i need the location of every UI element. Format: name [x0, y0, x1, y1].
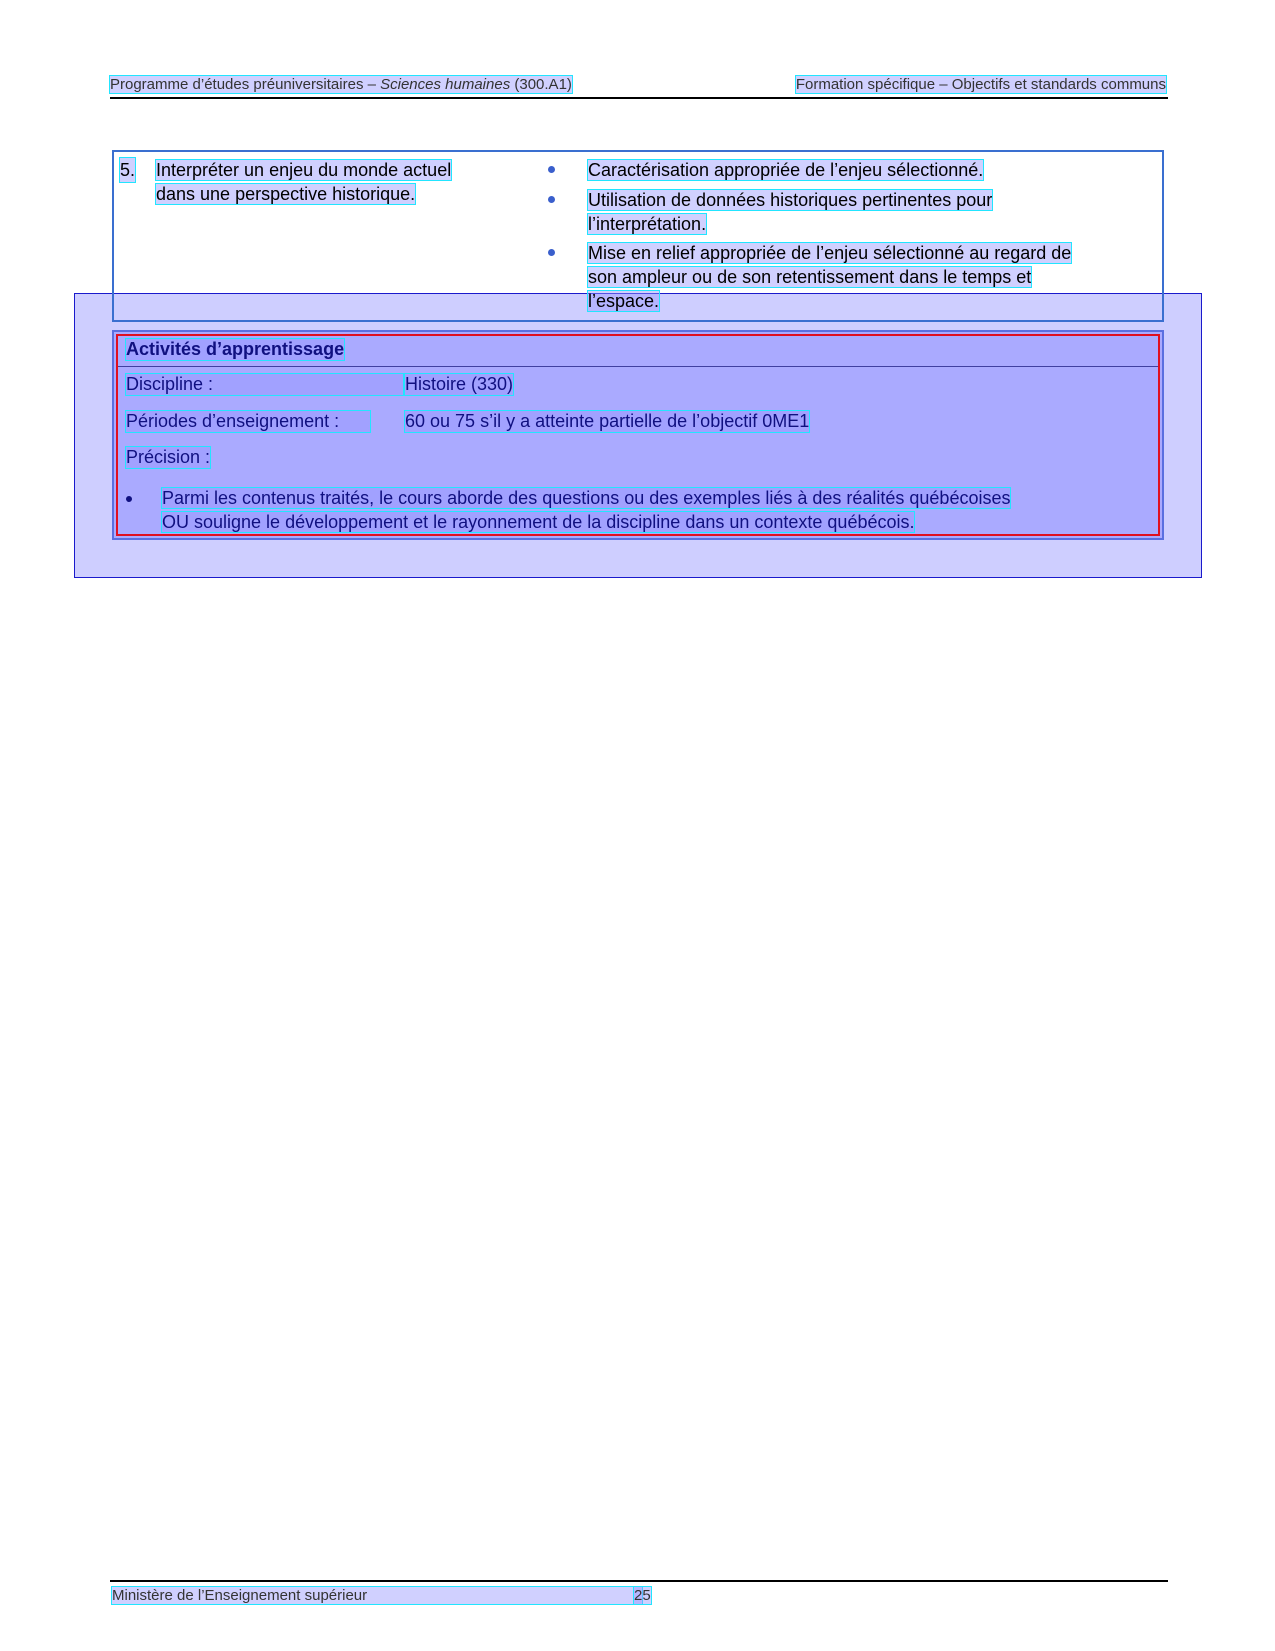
objective-line-2: dans une perspective historique.	[156, 184, 416, 204]
criterion-text: l’espace.	[588, 291, 660, 311]
header-program-suffix: (300.A1)	[510, 76, 572, 93]
criterion-text: son ampleur ou de son retentissement dans le temps et	[588, 267, 1032, 287]
discipline-label: Discipline :	[126, 374, 403, 395]
bullet-icon	[548, 249, 555, 256]
bullet-icon	[548, 196, 555, 203]
discipline-value: Histoire (330)	[405, 374, 514, 394]
header-section-title: Formation spécifique – Objectifs et standards communs	[795, 76, 1166, 93]
header-program-prefix: Programme d’études préuniversitaires –	[110, 76, 381, 93]
footer-divider	[110, 1580, 1168, 1582]
precision-line-2: OU souligne le développement et le rayonnement de la discipline dans un contexte québécois.	[162, 512, 915, 532]
page-number: 25	[634, 1587, 651, 1604]
criterion-text: l’interprétation.	[588, 214, 707, 234]
bullet-icon	[126, 496, 132, 502]
criterion-text: Mise en relief appropriée de l’enjeu sélectionné au regard de	[588, 243, 1072, 263]
criterion-text: Utilisation de données historiques pertinentes pour	[588, 190, 993, 210]
activities-title: Activités d’apprentissage	[126, 339, 345, 359]
precision-line-1: Parmi les contenus traités, le cours aborde des questions ou des exemples liés à des réalités québécoises	[162, 488, 1011, 508]
precision-label: Précision :	[126, 447, 211, 467]
objective-text	[156, 158, 516, 206]
header-program-italic: Sciences humaines	[380, 76, 511, 93]
footer-ministry: Ministère de l’Enseignement supérieur	[112, 1587, 642, 1604]
bullet-icon	[548, 166, 555, 173]
objective-line-1: Interpréter un enjeu du monde actuel	[156, 160, 452, 180]
periods-value: 60 ou 75 s’il y a atteinte partielle de l’objectif 0ME1	[405, 411, 810, 431]
header-program-title	[110, 76, 572, 93]
activities-divider	[118, 366, 1158, 367]
objective-number: 5.	[120, 160, 136, 180]
precision-text	[162, 486, 1152, 534]
periods-label: Périodes d’enseignement :	[126, 411, 370, 432]
criterion-text: Caractérisation appropriée de l’enjeu sélectionné.	[588, 160, 984, 180]
header-divider	[110, 97, 1168, 99]
